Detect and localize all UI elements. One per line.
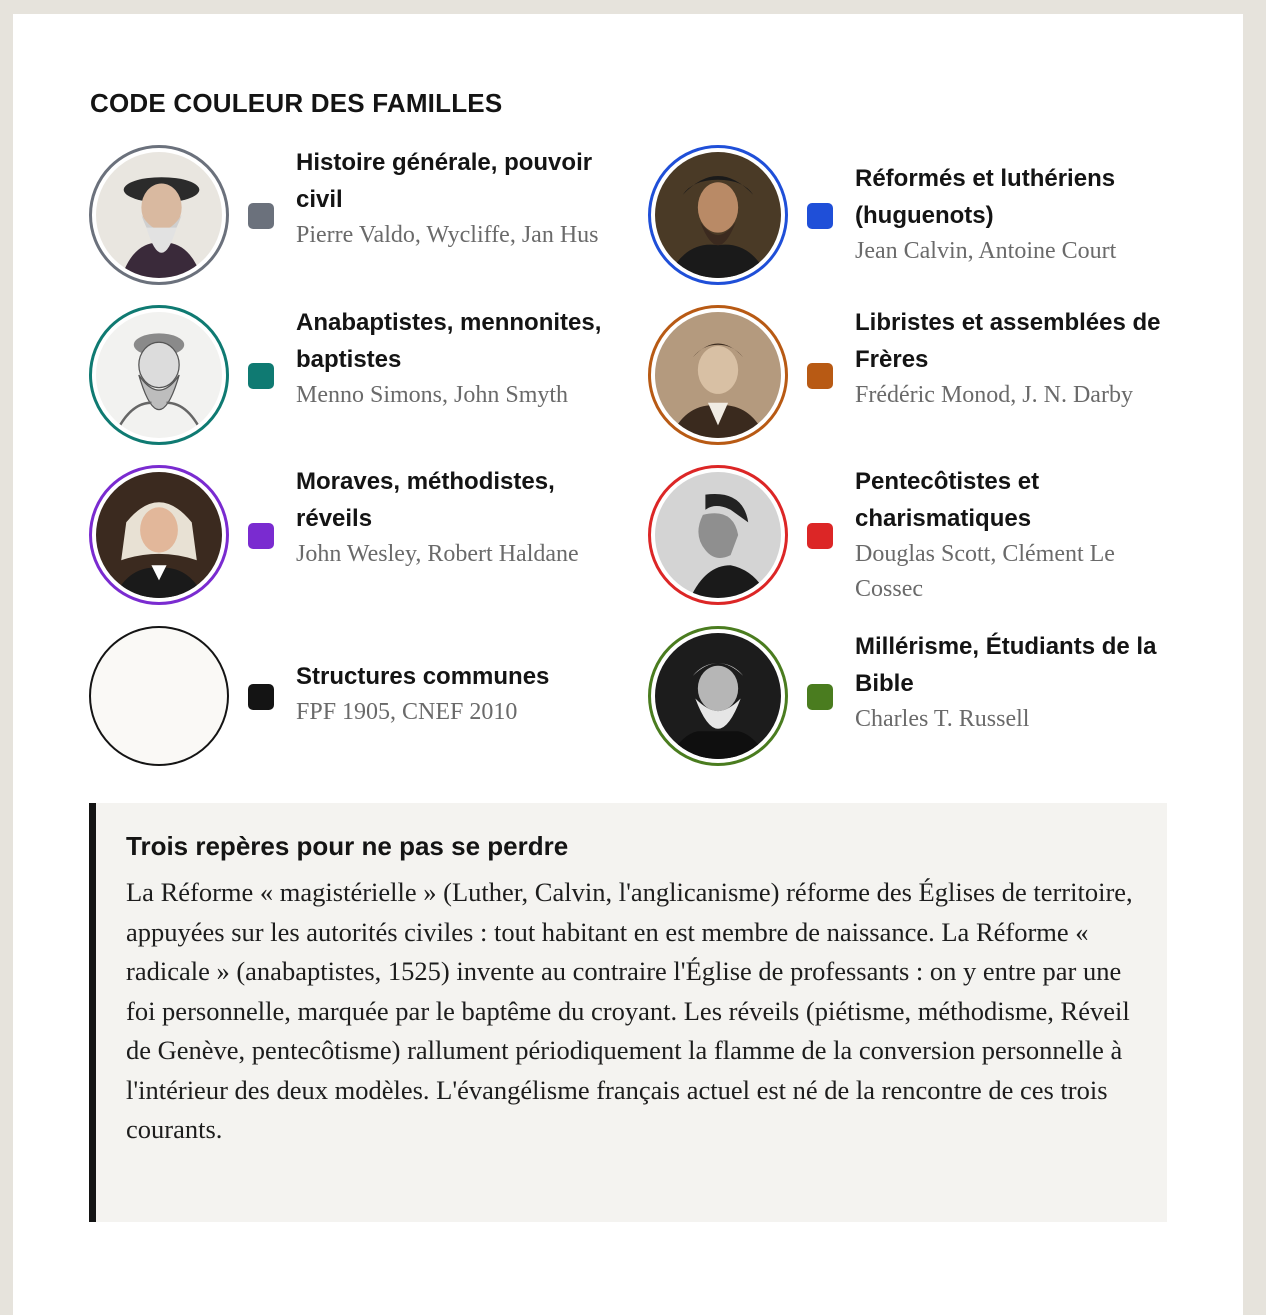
family-name: Réformés et luthériens (huguenots) xyxy=(855,165,1116,229)
color-swatch xyxy=(248,523,274,549)
family-people: Douglas Scott, Clément Le Cossec xyxy=(855,541,1115,602)
family-item-pentecotistes xyxy=(648,465,1188,605)
empty-circle-icon xyxy=(89,626,229,766)
family-item-anabaptistes xyxy=(89,305,629,445)
section-heading: CODE COULEUR DES FAMILLES xyxy=(90,88,503,118)
color-swatch xyxy=(248,684,274,710)
color-swatch xyxy=(807,684,833,710)
family-people: Charles T. Russell xyxy=(855,706,1030,732)
color-swatch xyxy=(248,363,274,389)
family-item-millerisme xyxy=(648,626,1188,766)
portrait-engraved-bearded-man-icon xyxy=(89,305,229,445)
portrait-russell-icon xyxy=(648,626,788,766)
family-name: Histoire générale, pouvoir civil xyxy=(296,149,593,213)
family-item-reformes xyxy=(648,145,1188,285)
portrait-calvin-icon xyxy=(648,145,788,285)
family-people: FPF 1905, CNEF 2010 xyxy=(296,699,518,725)
family-item-histoire xyxy=(89,145,629,285)
note-title: Trois repères pour ne pas se perdre xyxy=(126,831,569,861)
note-body: La Réforme « magistérielle » (Luther, Calvin, l'anglicanisme) réforme des Églises de territoire, appuyées sur les autorités civiles : tout habitant en est membre de naissance. La Réforme « radicale » (anabaptistes, 1525) invente au contraire l'Église de professants : on y entre par une foi personnelle, marquée par le baptême du croyant. Les réveils (piétisme, méthodisme, Réveil de Genève, pentecôtisme) rallument périodiquement la flamme de la conversion personnelle à l'intérieur des deux modèles. L'évangélisme français actuel est né de la rencontre de ces trois courants. xyxy=(126,877,1133,1144)
family-item-moraves xyxy=(89,465,629,605)
portrait-profile-man-icon xyxy=(648,465,788,605)
family-name: Moraves, méthodistes, réveils xyxy=(296,468,555,532)
color-swatch xyxy=(807,523,833,549)
color-swatch xyxy=(807,363,833,389)
family-people: John Wesley, Robert Haldane xyxy=(296,541,579,567)
family-name: Anabaptistes, mennonites, baptistes xyxy=(296,309,602,373)
family-people: Jean Calvin, Antoine Court xyxy=(855,238,1117,264)
color-swatch xyxy=(807,203,833,229)
family-item-structures xyxy=(89,626,629,766)
family-name: Pentecôtistes et charismatiques xyxy=(855,468,1040,532)
family-name: Millérisme, Étudiants de la Bible xyxy=(855,633,1157,697)
portrait-sepia-man-icon xyxy=(648,305,788,445)
family-name: Structures communes xyxy=(296,663,550,690)
family-people: Menno Simons, John Smyth xyxy=(296,382,569,408)
color-swatch xyxy=(248,203,274,229)
family-people: Frédéric Monod, J. N. Darby xyxy=(855,382,1133,408)
callout-note xyxy=(89,803,1167,1222)
content-card xyxy=(13,14,1243,1315)
family-name: Libristes et assemblées de Frères xyxy=(855,309,1161,373)
family-item-libristes xyxy=(648,305,1188,445)
family-people: Pierre Valdo, Wycliffe, Jan Hus xyxy=(296,222,599,248)
portrait-wesley-icon xyxy=(89,465,229,605)
portrait-bearded-man-cap-icon xyxy=(89,145,229,285)
